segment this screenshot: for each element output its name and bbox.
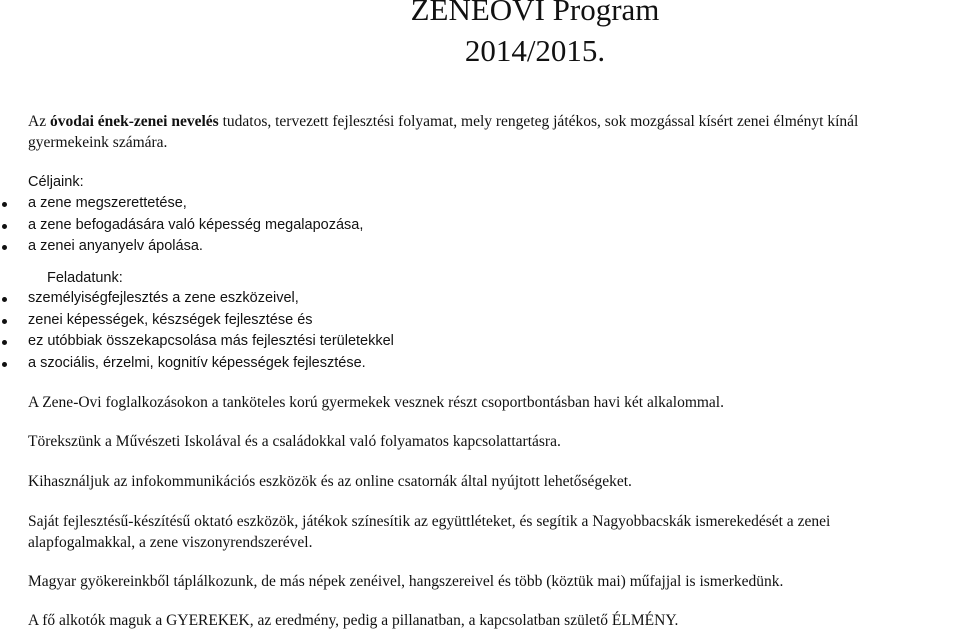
- tasks-item-text: a szociális, érzelmi, kognitív képességek fejlesztése.: [28, 354, 366, 371]
- paragraph-infokommunikacio: Kihasználjuk az infokommunikációs eszközök és az online csatornák által nyújtott lehetőségeket.: [28, 473, 632, 490]
- tasks-heading: Feladatunk:: [47, 270, 123, 286]
- bullet-icon: [2, 297, 7, 302]
- bullet-icon: [2, 224, 7, 229]
- document-title-line2: 2014/2015.: [464, 33, 606, 68]
- bullet-icon: [2, 362, 7, 367]
- paragraph-zene-ovi: A Zene-Ovi foglalkozásokon a tanköteles korú gyermekek vesznek részt csoportbontásban havi két alkalommal.: [28, 394, 724, 411]
- intro-paragraph: [28, 111, 938, 153]
- tasks-item-text: személyiségfejlesztés a zene eszközeivel,: [28, 290, 299, 306]
- goals-item-text: a zenei anyanyelv ápolása.: [28, 238, 203, 254]
- intro-bold-term: óvodai ének-zenei nevelés: [49, 113, 219, 130]
- bullet-icon: [2, 340, 7, 345]
- tasks-list: [0, 288, 394, 374]
- bullet-icon: [2, 202, 7, 207]
- tasks-item-text: ez utóbbiak összekapcsolása más fejlesztési területekkel: [28, 333, 394, 349]
- goals-list-item: [0, 215, 363, 237]
- document-title-line1: ZENEOVI Program: [410, 0, 660, 27]
- goals-list-item: [0, 193, 363, 215]
- bullet-icon: [2, 319, 7, 324]
- paragraph-oktato-eszkozok: Saját fejlesztésű-készítésű oktató eszközök, játékok színesítik az együttléteket, és segítik a Nagyobbacskák ismerekedését a zenei alapfogalmakkal, a zene viszonyrendszerével.: [28, 513, 831, 551]
- tasks-item-text: zenei képességek, készségek fejlesztése és: [28, 311, 313, 328]
- goals-list-item: [0, 236, 363, 258]
- intro-suffix: tudatos, tervezett fejlesztési folyamat, mely rengeteg játékos, sok mozgással kísért zenei élményt kínál gyermekeink számára.: [28, 113, 859, 151]
- tasks-list-item: [0, 310, 394, 332]
- goals-item-text: a zene megszerettetése,: [28, 195, 187, 211]
- intro-prefix: Az: [28, 113, 50, 130]
- tasks-list-item: [0, 331, 394, 353]
- tasks-list-item: [0, 353, 394, 375]
- tasks-list-item: [0, 288, 394, 310]
- paragraph-muveszeti-iskola: Törekszünk a Művészeti Iskolával és a családokkal való folyamatos kapcsolattartásra.: [28, 433, 561, 450]
- paragraph-gyerekek: A fő alkotók maguk a GYEREKEK, az eredmény, pedig a pillanatban, a kapcsolatban születő ÉLMÉNY.: [28, 612, 679, 629]
- goals-list: [0, 193, 363, 258]
- goals-item-text: a zene befogadására való képesség megalapozása,: [28, 216, 364, 233]
- paragraph-gyokerek: Magyar gyökereinkből táplálkozunk, de más népek zenéivel, hangszereivel és több (köztük mai) műfajjal is ismerkedünk.: [28, 573, 784, 590]
- goals-heading: Céljaink:: [28, 174, 84, 190]
- bullet-icon: [2, 245, 7, 250]
